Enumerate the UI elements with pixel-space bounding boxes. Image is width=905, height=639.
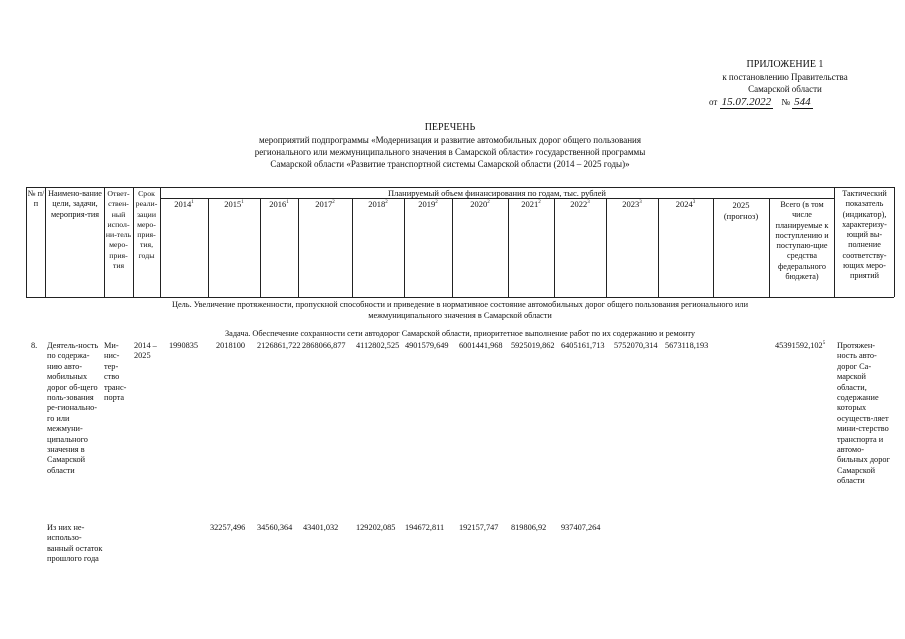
value-2024: 5673118,193 [665, 341, 709, 350]
year-2016 [260, 199, 298, 209]
year-label: 2021 [521, 199, 539, 209]
row-number: 8. [31, 341, 38, 350]
year-footnote: 3 [587, 200, 590, 206]
value-2014: 1990835 [169, 341, 199, 350]
handwritten-date: 15.07.2022 [721, 96, 772, 108]
header-term: Срок реали-зации меро-прия-тия, годы [135, 189, 158, 260]
unused-2016: 34560,364 [257, 523, 293, 532]
year-label: 2020 [470, 199, 488, 209]
value-2018: 4112802,525 [356, 341, 400, 350]
handwritten-number: 544 [794, 96, 811, 108]
unused-label: Из них не-использо-ванный остаток прошлого года [47, 523, 103, 564]
year-footnote: 2 [538, 200, 541, 206]
value-2016: 2126861,722 [257, 341, 301, 350]
value-2017: 2868066,877 [302, 341, 346, 350]
year-2024 [658, 199, 713, 209]
value-total [775, 341, 825, 350]
unused-2019: 194672,811 [405, 523, 445, 532]
row-indicator: Протяжен-ность авто-дорог Са-марской области, содержание которых осуществ-ляет мини-стерство транспорта и автомо-бильных дорог Самарской области [837, 341, 890, 486]
value-2019: 4901579,649 [405, 341, 449, 350]
header-responsible: Ответ-ствен-ный испол-ни-тель меро-прия-тия [105, 189, 132, 271]
year-2017 [298, 199, 352, 209]
year-2014 [160, 199, 208, 209]
row-term: 2014 – 2025 [134, 341, 157, 361]
total-footnote: 5 [822, 341, 826, 347]
year-footnote: 2 [487, 200, 490, 206]
appendix-line-1: к постановлению Правительства [722, 72, 848, 82]
year-2022 [554, 199, 606, 209]
appendix-line-2: Самарской области [748, 84, 822, 94]
task-text: Задача. Обеспечение сохранности сети автодорог Самарской области, приоритетное выполнение работ по их содержанию и ремонту [224, 329, 695, 338]
year-2019 [404, 199, 452, 209]
year-2025 [716, 200, 766, 221]
row-name: Деятель-ность по содержа-нию авто-мобильных дорог об-щего поль-зования ре-гионально-го или межмуни-ципального значения в Самарской области [47, 341, 99, 475]
row-responsible: Ми-нис-тер-ство транс-порта [104, 341, 127, 403]
year-2015 [208, 199, 260, 209]
year-2021 [508, 199, 554, 209]
document-subtitle-2: регионального или межмуниципального значения в Самарской области» государственной программы [254, 147, 646, 157]
year-label: 2018 [368, 199, 386, 209]
year-footnote: 1 [241, 200, 244, 206]
unused-2018: 129202,085 [356, 523, 396, 532]
document-subtitle-1: мероприятий подпрограммы «Модернизация и развитие автомобильных дорог общего пользования [259, 135, 641, 145]
year-footnote: 2 [332, 200, 335, 206]
unused-2020: 192157,747 [459, 523, 499, 532]
date-prefix: от [709, 97, 718, 107]
unused-2022: 937407,264 [561, 523, 601, 532]
year-label: 2019 [418, 199, 436, 209]
total-amount: 45391592,102 [775, 341, 823, 350]
appendix-title: ПРИЛОЖЕНИЕ 1 [746, 59, 824, 70]
document-title: ПЕРЕЧЕНЬ [424, 122, 476, 133]
year-2023 [606, 199, 658, 209]
header-num: № п/п [27, 189, 45, 209]
year-footnote: 2 [385, 200, 388, 206]
year-label: 2024 [675, 199, 693, 209]
header-name: Наимено-вание цели, задачи, мероприя-тия [48, 189, 102, 219]
year-label: 2017 [315, 199, 333, 209]
header-total: Всего (в том числе планируемые к поступлению и поступаю-щие средства федерального бюджета) [775, 200, 829, 282]
value-2020: 6001441,968 [459, 341, 503, 350]
value-2023: 5752070,314 [614, 341, 658, 350]
year-label: 2025 (прогноз) [723, 200, 759, 221]
year-footnote: 3 [639, 200, 642, 206]
year-label: 2022 [570, 199, 588, 209]
header-indicator: Тактический показатель (индикатор), характеризу-ющий вы-полнение соответству-ющих меро-приятий [842, 189, 887, 281]
value-2015: 2018100 [216, 341, 246, 350]
year-label: 2014 [174, 199, 192, 209]
year-2018 [352, 199, 404, 209]
number-prefix: № [781, 97, 790, 107]
year-footnote: 1 [191, 200, 194, 206]
appendix-date-line [709, 96, 813, 108]
document-subtitle-3: Самарской области «Развитие транспортной системы Самарской области (2014 – 2025 годы)» [270, 159, 630, 169]
header-planned-funding: Планируемый объем финансирования по годам, тыс. рублей [388, 188, 606, 198]
value-2022: 6405161,713 [561, 341, 605, 350]
year-label: 2016 [269, 199, 287, 209]
year-footnote: 3 [692, 200, 696, 206]
goal-text: Цель. Увеличение протяженности, пропускной способности и приведение в нормативное состояние автомобильных дорог общего пользования регионального или межмуниципального значения в Самарской области [171, 300, 749, 320]
value-2021: 5925019,862 [511, 341, 555, 350]
unused-2015: 32257,496 [210, 523, 246, 532]
year-footnote: 2 [435, 200, 438, 206]
year-2020 [452, 199, 508, 209]
year-label: 2015 [224, 199, 242, 209]
year-label: 2023 [622, 199, 640, 209]
unused-2021: 819806,92 [511, 523, 547, 532]
year-footnote: 1 [286, 200, 289, 206]
unused-2017: 43401,032 [303, 523, 339, 532]
